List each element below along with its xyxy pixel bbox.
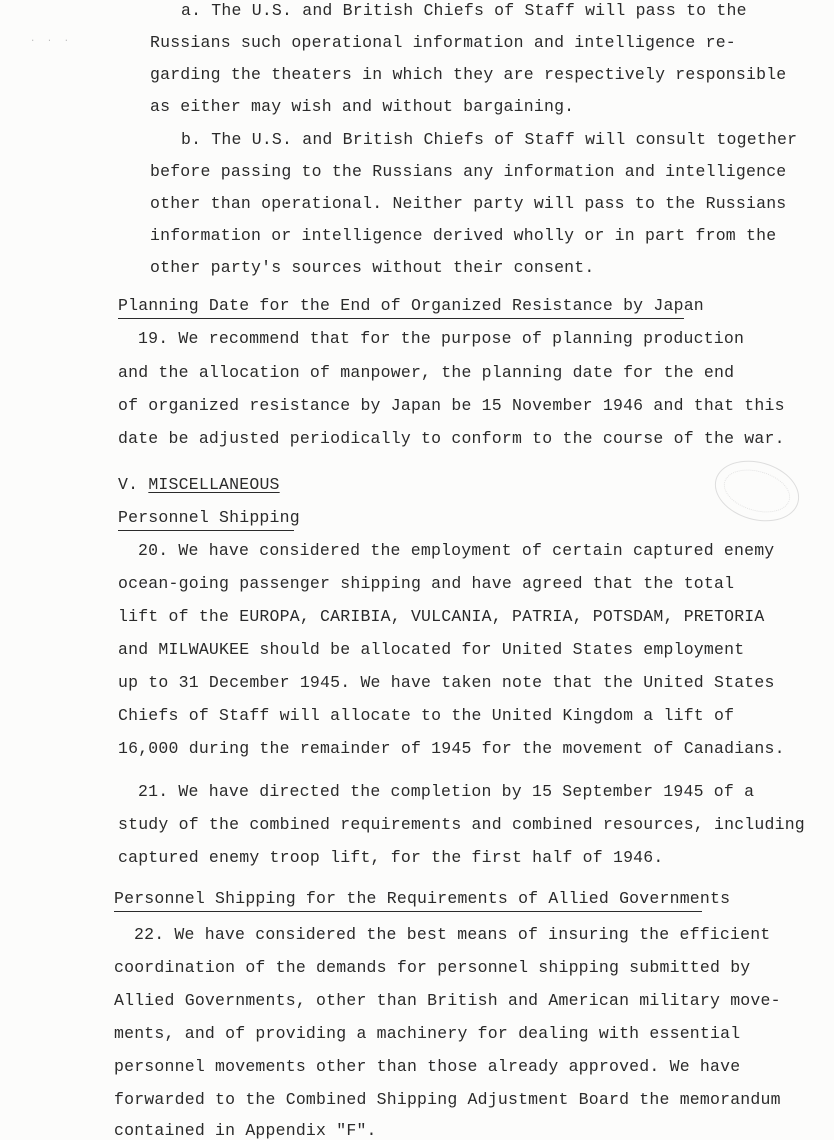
para-22-line-7: contained in Appendix "F". — [114, 1121, 377, 1140]
para-b-line-1: b. The U.S. and British Chiefs of Staff will consult together — [181, 130, 798, 149]
para-19-line-3: of organized resistance by Japan be 15 November 1946 and that this — [118, 396, 785, 415]
archive-stamp — [708, 451, 807, 530]
para-20-line-1: 20. We have considered the employment of certain captured enemy — [138, 541, 775, 560]
heading-planning-underline — [118, 318, 684, 319]
archive-stamp-ring — [719, 462, 795, 519]
para-20-line-4: and MILWAUKEE should be allocated for United States employment — [118, 640, 745, 659]
para-b-line-2: before passing to the Russians any information and intelligence — [150, 162, 787, 181]
paper-specks: · · · — [30, 36, 73, 46]
para-22-line-2: coordination of the demands for personnel shipping submitted by — [114, 958, 751, 977]
heading-allied-underline — [114, 911, 702, 912]
para-20-line-3: lift of the EUROPA, CARIBIA, VULCANIA, PATRIA, POTSDAM, PRETORIA — [118, 607, 765, 626]
para-19-line-1: 19. We recommend that for the purpose of planning production — [138, 329, 745, 348]
section-v-title: MISCELLANEOUS — [148, 475, 280, 494]
heading-personnel-shipping-underline — [118, 530, 294, 531]
heading-allied-governments: Personnel Shipping for the Requirements of Allied Governments — [114, 889, 731, 908]
para-19-line-2: and the allocation of manpower, the planning date for the end — [118, 363, 735, 382]
para-a-line-3: garding the theaters in which they are respectively responsible — [150, 65, 787, 84]
para-20-line-2: ocean-going passenger shipping and have agreed that the total — [118, 574, 735, 593]
para-22-line-6: forwarded to the Combined Shipping Adjustment Board the memorandum — [114, 1090, 781, 1109]
para-20-line-6: Chiefs of Staff will allocate to the United Kingdom a lift of — [118, 706, 735, 725]
para-a-line-2: Russians such operational information and intelligence re- — [150, 33, 736, 52]
para-20-line-5: up to 31 December 1945. We have taken note that the United States — [118, 673, 775, 692]
para-22-line-4: ments, and of providing a machinery for dealing with essential — [114, 1024, 741, 1043]
para-b-line-4: information or intelligence derived wholly or in part from the — [150, 226, 777, 245]
heading-planning-date: Planning Date for the End of Organized Resistance by Japan — [118, 296, 704, 315]
heading-personnel-shipping: Personnel Shipping — [118, 508, 300, 527]
para-a-line-4: as either may wish and without bargaining. — [150, 97, 575, 116]
para-20-line-7: 16,000 during the remainder of 1945 for the movement of Canadians. — [118, 739, 785, 758]
para-b-line-3: other than operational. Neither party will pass to the Russians — [150, 194, 787, 213]
section-v-heading — [118, 474, 280, 496]
para-19-line-4: date be adjusted periodically to conform to the course of the war. — [118, 429, 785, 448]
para-21-line-2: study of the combined requirements and combined resources, including — [118, 815, 805, 834]
para-b-line-5: other party's sources without their consent. — [150, 258, 595, 277]
para-a-line-1: a. The U.S. and British Chiefs of Staff will pass to the — [181, 1, 747, 20]
para-22-line-1: 22. We have considered the best means of insuring the efficient — [134, 925, 771, 944]
para-21-line-3: captured enemy troop lift, for the first half of 1946. — [118, 848, 664, 867]
section-v-number: V. — [118, 475, 139, 494]
para-22-line-5: personnel movements other than those already approved. We have — [114, 1057, 741, 1076]
para-21-line-1: 21. We have directed the completion by 15 September 1945 of a — [138, 782, 755, 801]
para-22-line-3: Allied Governments, other than British and American military move- — [114, 991, 781, 1010]
